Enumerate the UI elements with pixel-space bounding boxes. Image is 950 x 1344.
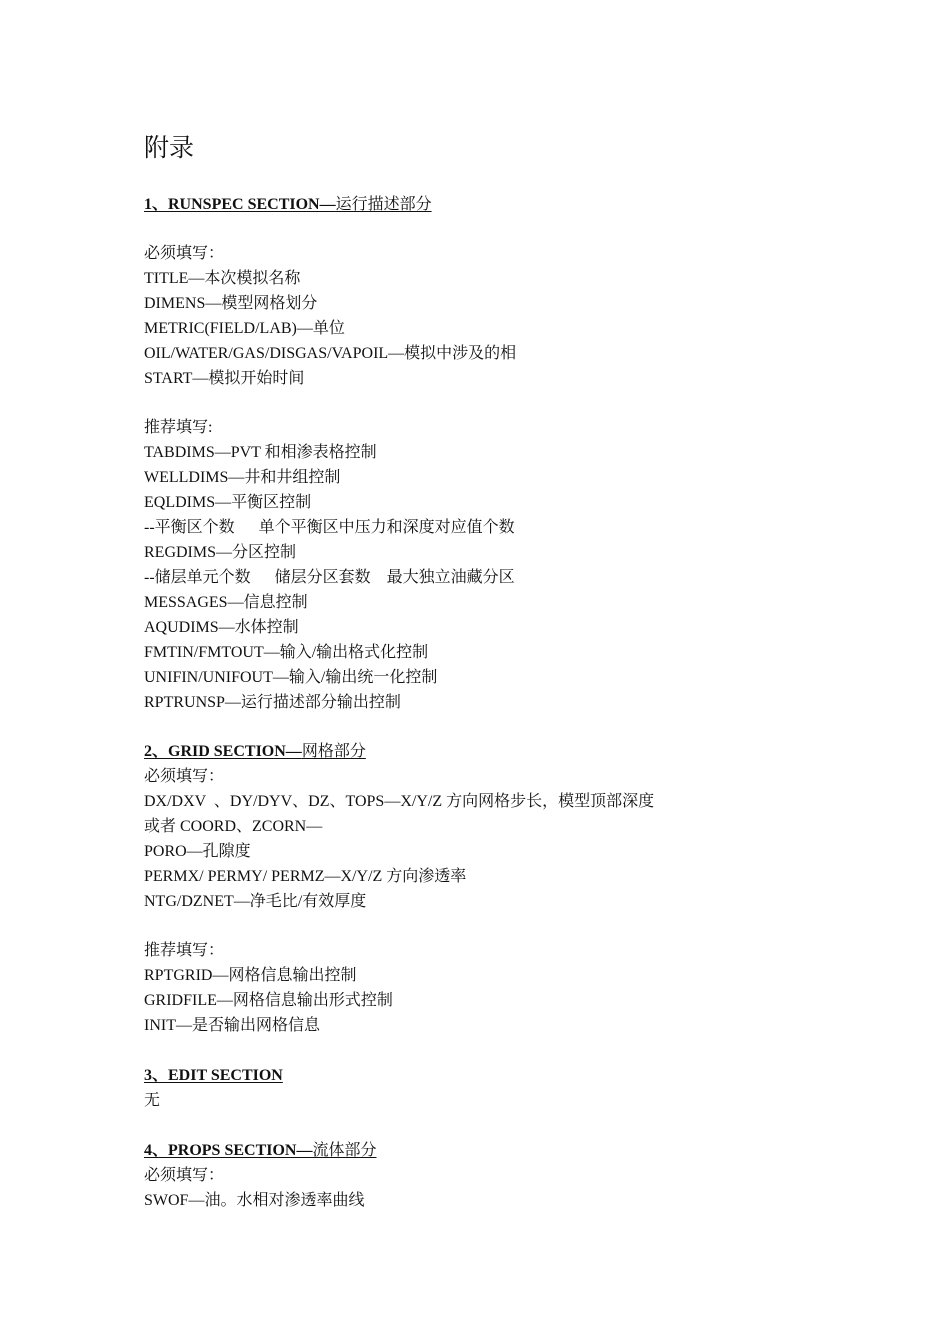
- page-title: 附录: [144, 135, 195, 162]
- section-heading-props: [144, 1140, 377, 1162]
- list-item: WELLDIMS—井和井组控制: [144, 469, 341, 486]
- list-item: TITLE—本次模拟名称: [144, 270, 301, 287]
- list-item: MESSAGES—信息控制: [144, 594, 308, 611]
- list-item: EQLDIMS—平衡区控制: [144, 494, 312, 511]
- section-heading-bold: 2、GRID SECTION—: [144, 743, 302, 760]
- required-label: 必须填写：: [144, 768, 225, 785]
- section-heading-grid: [144, 741, 366, 763]
- required-label: 必须填写：: [144, 1167, 225, 1184]
- section-heading-bold: 3、EDIT SECTION: [144, 1067, 283, 1084]
- list-item: --储层单元个数 储层分区套数 最大独立油藏分区: [144, 569, 515, 586]
- section-heading-text: 网格部分: [301, 743, 366, 760]
- section-heading-bold: 1、RUNSPEC SECTION—: [144, 196, 336, 213]
- list-item: REGDIMS—分区控制: [144, 544, 297, 561]
- section-heading-runspec: [144, 194, 432, 216]
- section-body: 无: [144, 1092, 161, 1109]
- list-item: --平衡区个数 单个平衡区中压力和深度对应值个数: [144, 519, 515, 536]
- list-item: SWOF—油。水相对渗透率曲线: [144, 1192, 365, 1209]
- recommended-label: 推荐填写:: [144, 419, 213, 436]
- list-item: METRIC(FIELD/LAB)—单位: [144, 320, 345, 337]
- list-item: START—模拟开始时间: [144, 370, 305, 387]
- list-item: PERMX/ PERMY/ PERMZ—X/Y/Z 方向渗透率: [144, 868, 467, 885]
- section-heading-bold: 4、PROPS SECTION—: [144, 1142, 313, 1159]
- list-item: PORO—孔隙度: [144, 843, 251, 860]
- section-heading-text: 运行描述部分: [335, 196, 432, 213]
- list-item: TABDIMS—PVT 和相渗表格控制: [144, 444, 377, 461]
- list-item: GRIDFILE—网格信息输出形式控制: [144, 992, 393, 1009]
- list-item: RPTRUNSP—运行描述部分输出控制: [144, 694, 401, 711]
- list-item: OIL/WATER/GAS/DISGAS/VAPOIL—模拟中涉及的相: [144, 345, 517, 362]
- list-item: RPTGRID—网格信息输出控制: [144, 967, 357, 984]
- list-item: NTG/DZNET—净毛比/有效厚度: [144, 893, 367, 910]
- list-item: INIT—是否输出网格信息: [144, 1017, 320, 1034]
- list-item: DX/DXV 、DY/DYV、DZ、TOPS—X/Y/Z 方向网格步长，模型顶部深度: [144, 793, 655, 810]
- required-label: 必须填写：: [144, 245, 225, 262]
- list-item: UNIFIN/UNIFOUT—输入/输出统一化控制: [144, 669, 438, 686]
- list-item: DIMENS—模型网格划分: [144, 295, 318, 312]
- list-item: 或者 COORD、ZCORN—: [144, 818, 323, 835]
- list-item: FMTIN/FMTOUT—输入/输出格式化控制: [144, 644, 429, 661]
- list-item: AQUDIMS—水体控制: [144, 619, 299, 636]
- recommended-label: 推荐填写：: [144, 942, 225, 959]
- section-heading-edit: [144, 1065, 283, 1087]
- section-heading-text: 流体部分: [312, 1142, 377, 1159]
